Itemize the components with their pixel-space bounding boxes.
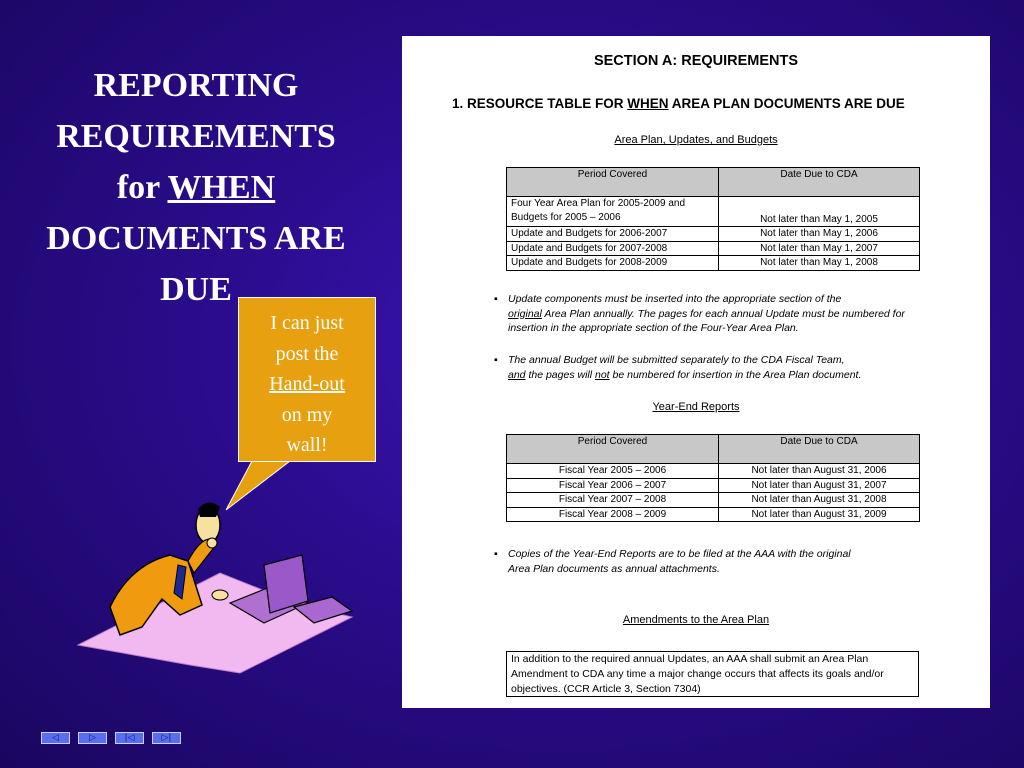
amend-line: In addition to the required annual Updates, an AAA shall submit an Area Plan (511, 653, 869, 665)
table-cell: Not later than August 31, 2006 (719, 464, 920, 479)
resource-table-heading (452, 96, 905, 111)
table-header-cell: Period Covered (507, 168, 719, 197)
table-cell: Not later than May 1, 2008 (719, 256, 920, 271)
table-cell: Update and Budgets for 2008-2009 (507, 256, 719, 271)
title-line-1: REPORTING (93, 67, 299, 104)
table-cell: Four Year Area Plan for 2005-2009 and Budgets for 2005 – 2006 (507, 197, 719, 227)
bubble-line-4: on my (281, 403, 333, 426)
previous-slide-button[interactable]: ◁ (41, 732, 70, 744)
table-header-cell: Period Covered (507, 435, 719, 464)
table-row (507, 197, 920, 227)
title-line-3 (14, 162, 378, 213)
first-slide-button[interactable]: |◁ (115, 732, 144, 744)
bullet-update-components: ▪ Update components must be inserted into the appropriate section of the original Area Plan annually. The pages for each annual Update must be numbered for insertion in the appropriate section of the Four-Year Area Plan. (494, 293, 905, 334)
section-title: SECTION A: REQUIREMENTS (593, 53, 799, 69)
bubble-line-1: I can just (270, 312, 344, 334)
area-plan-table (506, 167, 920, 271)
table-row (507, 493, 920, 508)
last-slide-button[interactable]: ▷| (152, 732, 181, 744)
table-header-row (507, 168, 920, 197)
heading-suffix: AREA PLAN DOCUMENTS ARE DUE (668, 96, 905, 111)
table-cell: Not later than August 31, 2008 (719, 493, 920, 508)
title-for: for (116, 169, 168, 206)
slide-navigation (41, 732, 181, 744)
amend-line: Amendment to CDA any time a major change occurs that affects its goals and/or (511, 668, 884, 680)
slide-title (14, 60, 378, 315)
next-slide-button[interactable]: ▷ (78, 732, 107, 744)
table-cell: Not later than August 31, 2009 (719, 507, 920, 522)
table2-caption: Year-End Reports (652, 401, 740, 413)
table-row (507, 464, 920, 479)
title-line-4: DOCUMENTS ARE (46, 220, 346, 257)
bubble-line-2: post the (275, 342, 339, 365)
table-cell: Fiscal Year 2008 – 2009 (507, 507, 719, 522)
amendments-caption: Amendments to the Area Plan (622, 614, 770, 626)
title-line-5: DUE (160, 271, 232, 308)
requirements-document (402, 36, 990, 708)
title-line-2: REQUIREMENTS (56, 118, 336, 155)
table-row (507, 241, 920, 256)
speech-bubble (238, 297, 376, 462)
table-row (507, 478, 920, 493)
bubble-line-3: Hand-out (269, 373, 345, 395)
table-cell: Fiscal Year 2006 – 2007 (507, 478, 719, 493)
table-row (507, 507, 920, 522)
bullet-year-end-copies: ▪ Copies of the Year-End Reports are to be filed at the AAA with the original Area Plan documents as annual attachments. (494, 548, 851, 575)
table-cell: Not later than August 31, 2007 (719, 478, 920, 493)
table-cell: Not later than May 1, 2006 (719, 227, 920, 242)
amendments-box (506, 651, 919, 697)
year-end-reports-table (506, 434, 920, 522)
bullet-line: original Area Plan annually. The pages for each annual Update must be numbered for (508, 307, 905, 320)
table-cell: Fiscal Year 2007 – 2008 (507, 493, 719, 508)
table-cell: Fiscal Year 2005 – 2006 (507, 464, 719, 479)
table-cell: Update and Budgets for 2007-2008 (507, 241, 719, 256)
table-cell: Not later than May 1, 2007 (719, 241, 920, 256)
bullet-line: The annual Budget will be submitted separately to the CDA Fiscal Team, (508, 354, 845, 366)
table-header-row (507, 435, 920, 464)
table-row (507, 227, 920, 242)
bullet-annual-budget: ▪ The annual Budget will be submitted separately to the CDA Fiscal Team, and the pages will not be numbered for insertion in the Area Plan document. (494, 354, 862, 381)
bullet-line: Area Plan documents as annual attachments. (508, 562, 720, 575)
table1-caption: Area Plan, Updates, and Budgets (614, 134, 778, 146)
table-row (507, 256, 920, 271)
table-cell: Not later than May 1, 2005 (719, 197, 920, 227)
heading-when: WHEN (627, 96, 669, 111)
bullet-line: insertion in the appropriate section of the Four-Year Area Plan. (508, 322, 799, 334)
table-header-cell: Date Due to CDA (719, 168, 920, 197)
table-cell: Update and Budgets for 2006-2007 (507, 227, 719, 242)
bullet-line: and the pages will not be numbered for insertion in the Area Plan document. (508, 368, 862, 381)
bullet-line: Update components must be inserted into the appropriate section of the (508, 293, 842, 305)
title-when: WHEN (167, 169, 276, 206)
bubble-line-5: wall! (286, 434, 328, 456)
heading-prefix: 1. RESOURCE TABLE FOR (452, 96, 628, 111)
amend-line: objectives. (CCR Article 3, Section 7304) (511, 683, 701, 695)
bullet-line: Copies of the Year-End Reports are to be filed at the AAA with the original (508, 548, 851, 560)
table-header-cell: Date Due to CDA (719, 435, 920, 464)
person-at-laptop-icon (70, 495, 360, 675)
